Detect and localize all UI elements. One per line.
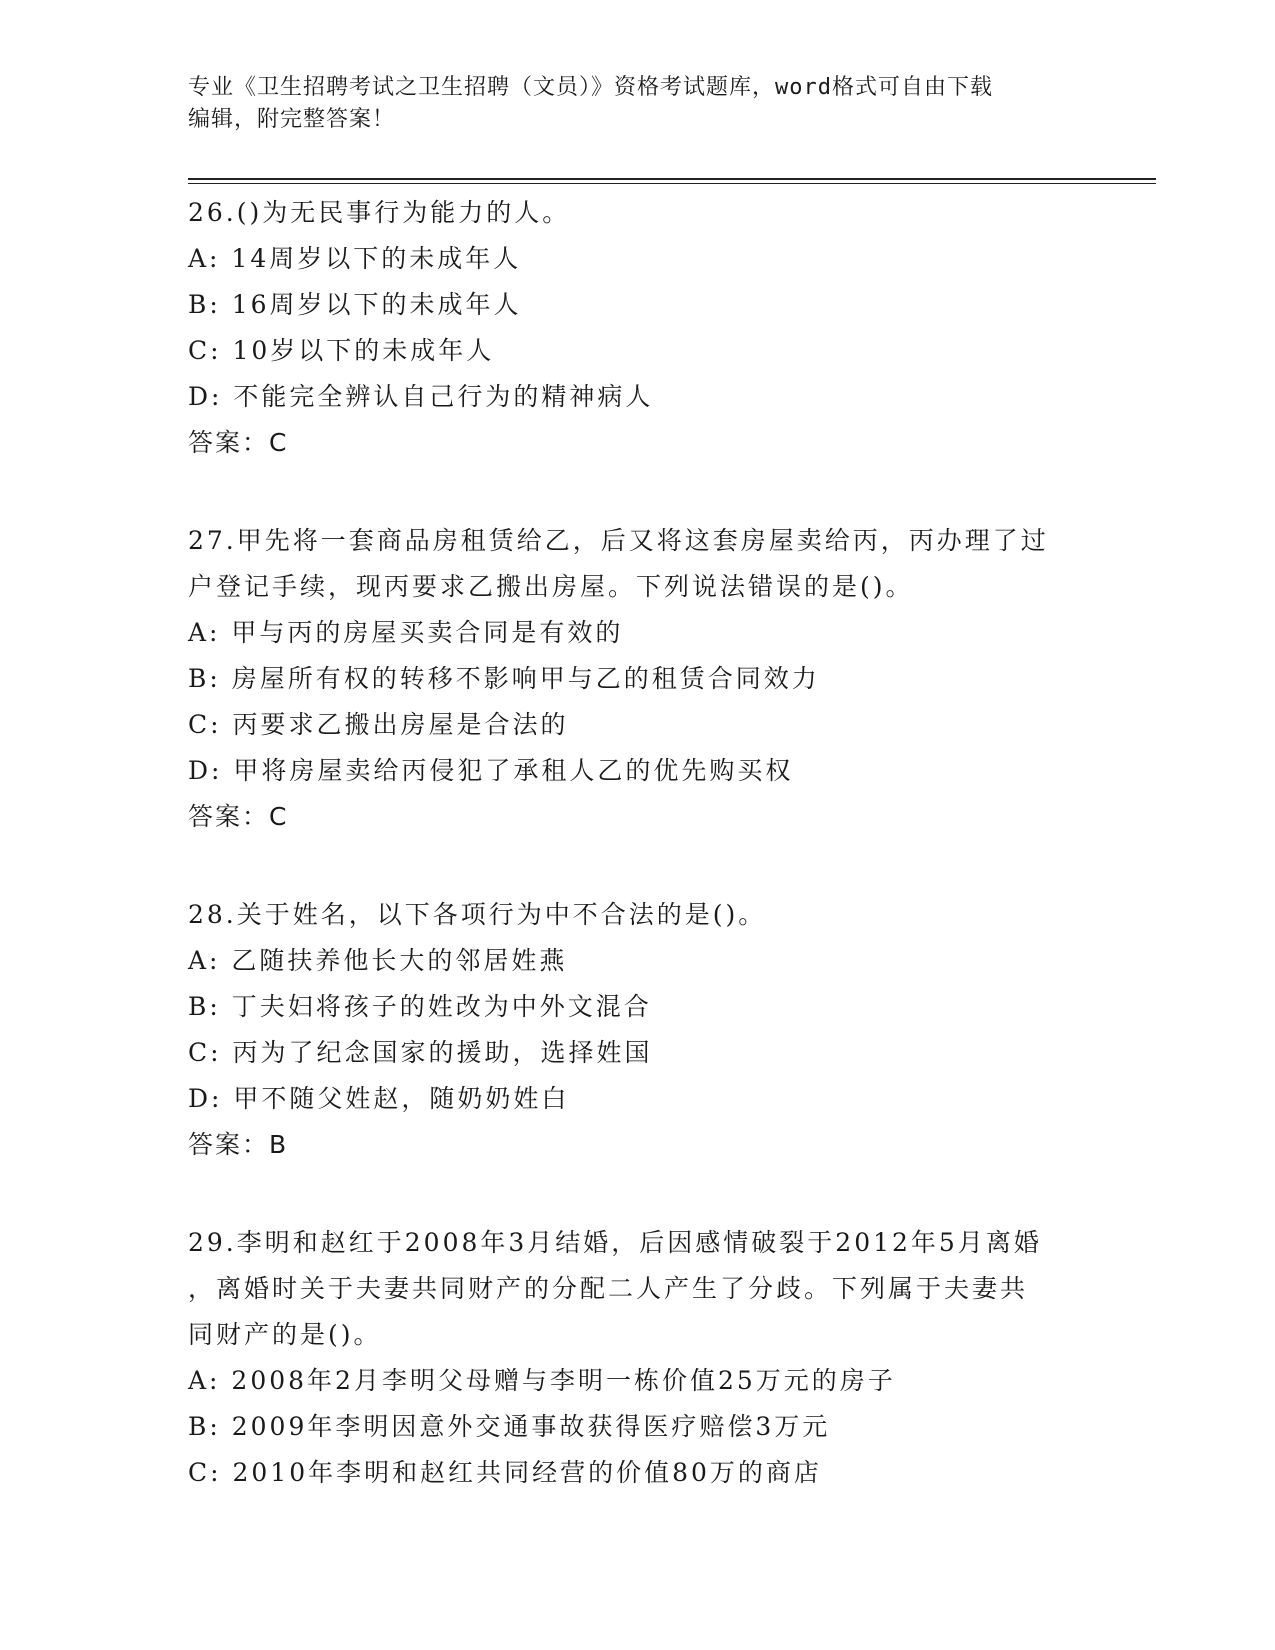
- option-d: D: 甲不随父姓赵，随奶奶姓白: [188, 1084, 570, 1113]
- question-27: [188, 518, 1088, 840]
- answer: 答案：C: [188, 802, 289, 831]
- option-d: D: 不能完全辨认自己行为的精神病人: [188, 382, 654, 411]
- option-a: A: 2008年2月李明父母赠与李明一栋价值25万元的房子: [188, 1366, 896, 1395]
- option-a: A: 甲与丙的房屋买卖合同是有效的: [188, 618, 624, 647]
- option-b: B: 16周岁以下的未成年人: [188, 290, 522, 319]
- option-d: D: 甲将房屋卖给丙侵犯了承租人乙的优先购买权: [188, 756, 794, 785]
- option-b: B: 丁夫妇将孩子的姓改为中外文混合: [188, 992, 652, 1021]
- option-c: C: 2010年李明和赵红共同经营的价值80万的商店: [188, 1458, 822, 1487]
- option-b: B: 房屋所有权的转移不影响甲与乙的租赁合同效力: [188, 664, 820, 693]
- document-header: [188, 72, 1088, 136]
- question-stem: 27.甲先将一套商品房租赁给乙，后又将这套房屋卖给丙，丙办理了过: [188, 526, 1049, 555]
- question-stem-continued: 同财产的是()。: [188, 1320, 382, 1349]
- question-stem-continued: ，离婚时关于夫妻共同财产的分配二人产生了分歧。下列属于夫妻共: [188, 1274, 1029, 1303]
- question-28: [188, 892, 1088, 1168]
- question-stem: 28.关于姓名，以下各项行为中不合法的是()。: [188, 900, 767, 929]
- question-stem: 29.李明和赵红于2008年3月结婚，后因感情破裂于2012年5月离婚: [188, 1228, 1042, 1257]
- question-list: [188, 190, 1088, 1548]
- question-stem: 26.()为无民事行为能力的人。: [188, 198, 571, 227]
- question-stem-continued: 户登记手续，现丙要求乙搬出房屋。下列说法错误的是()。: [188, 572, 914, 601]
- option-c: C: 10岁以下的未成年人: [188, 336, 495, 365]
- option-c: C: 丙要求乙搬出房屋是合法的: [188, 710, 569, 739]
- header-divider-thin: [188, 183, 1156, 184]
- header-divider-thick: [188, 178, 1156, 180]
- option-c: C: 丙为了纪念国家的援助，选择姓国: [188, 1038, 653, 1067]
- question-29: [188, 1220, 1088, 1496]
- answer: 答案：B: [188, 1130, 289, 1159]
- option-b: B: 2009年李明因意外交通事故获得医疗赔偿3万元: [188, 1412, 831, 1441]
- header-line-2: 编辑，附完整答案！: [188, 107, 396, 132]
- question-26: [188, 190, 1088, 466]
- header-line-1: 专业《卫生招聘考试之卫生招聘（文员）》资格考试题库，word格式可自由下载: [188, 75, 993, 100]
- option-a: A: 14周岁以下的未成年人: [188, 244, 522, 273]
- answer: 答案：C: [188, 428, 289, 457]
- option-a: A: 乙随扶养他长大的邻居姓燕: [188, 946, 568, 975]
